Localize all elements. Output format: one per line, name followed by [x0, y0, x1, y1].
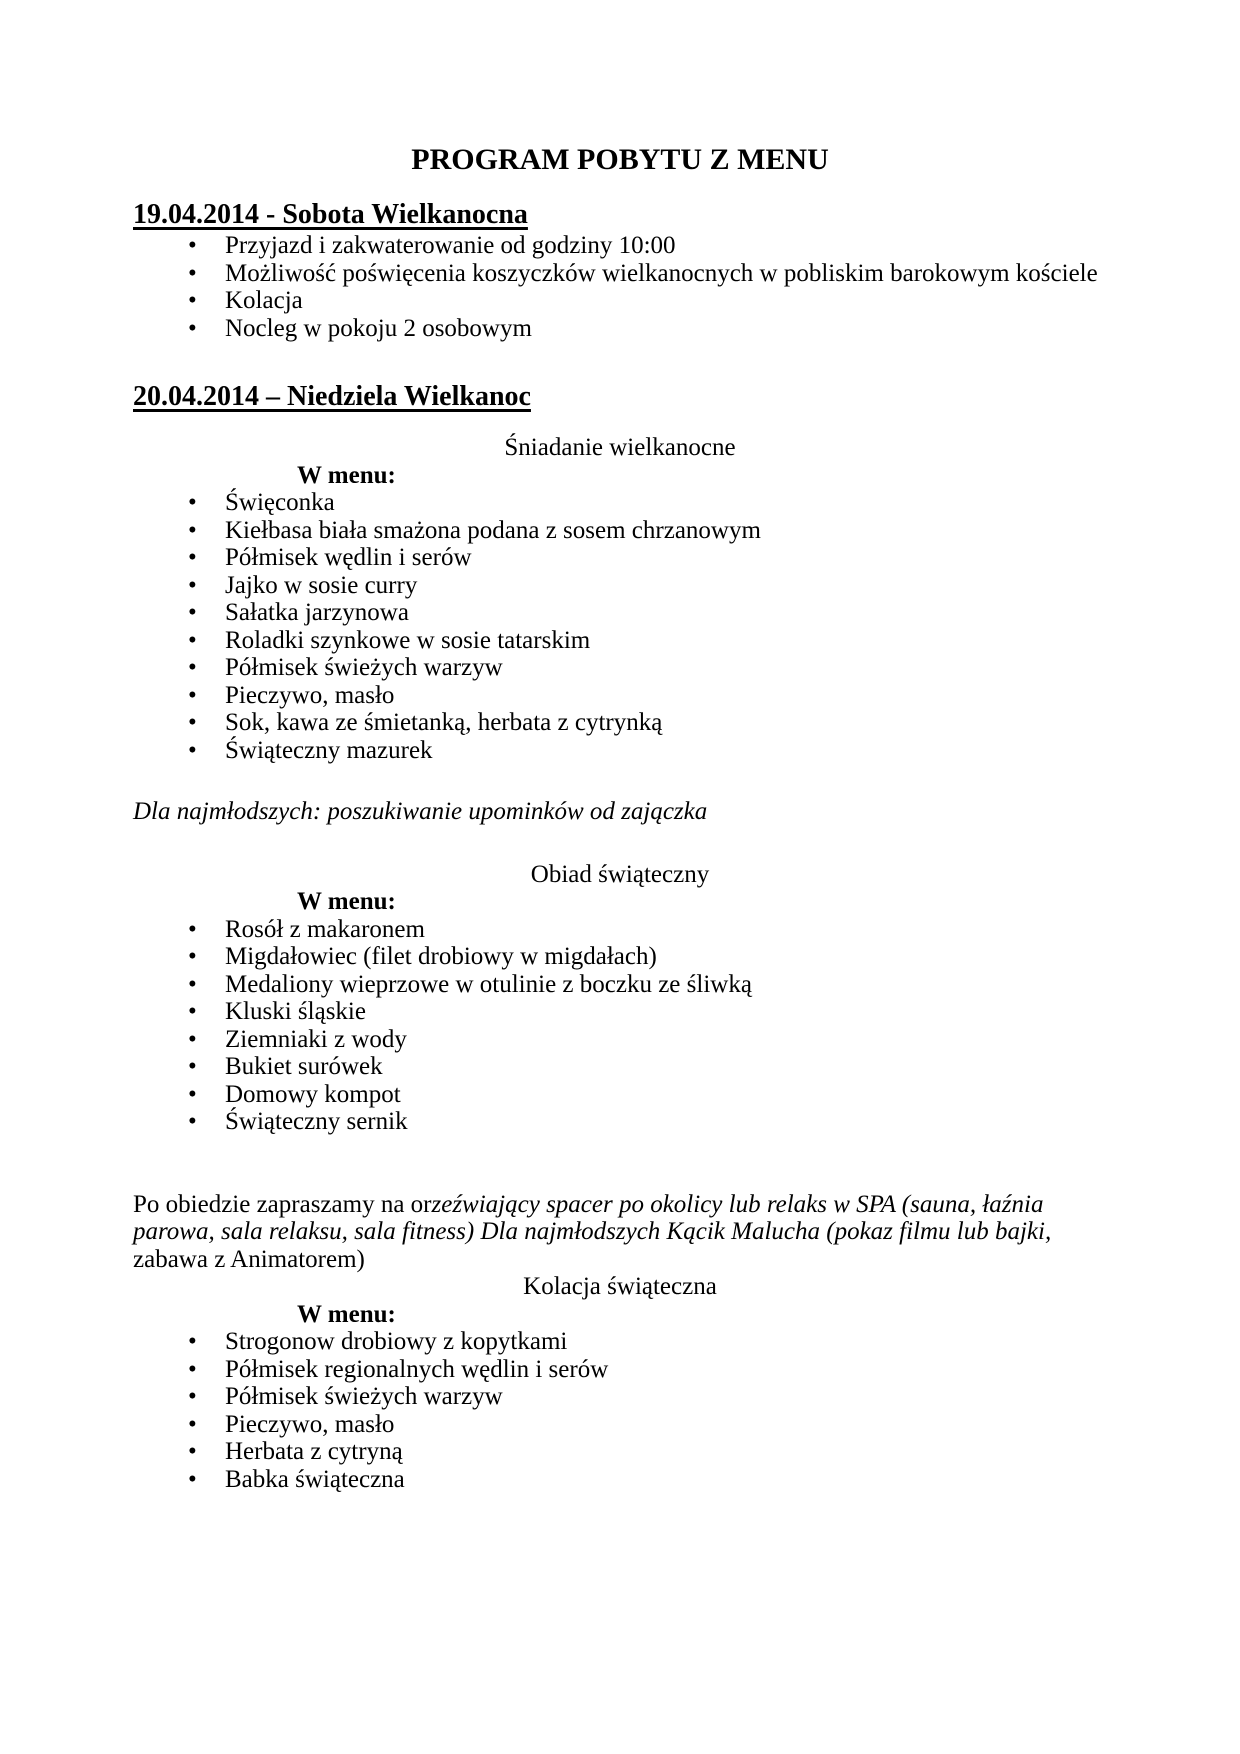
day2-heading: 20.04.2014 – Niedziela Wielkanoc	[133, 381, 531, 412]
afternoon-note-end: zabawa z Animatorem)	[133, 1245, 365, 1273]
list-item: • Nocleg w pokoju 2 osobowym	[133, 315, 1107, 343]
list-item: • Święconka	[133, 489, 1107, 517]
afternoon-note-start: Po obiedzie zapraszamy na or	[133, 1190, 432, 1218]
breakfast-title: Śniadanie wielkanocne	[504, 434, 736, 461]
list-item: • Kiełbasa biała smażona podana z sosem chrzanowym	[133, 517, 1107, 545]
list-item: • Roladki szynkowe w sosie tatarskim	[133, 627, 1107, 655]
list-item: • Pieczywo, masło	[133, 1411, 1107, 1439]
list-item: • Kolacja	[133, 287, 1107, 315]
list-item: • Świąteczny sernik	[133, 1108, 1107, 1136]
list-item: • Świąteczny mazurek	[133, 737, 1107, 765]
afternoon-note	[133, 1191, 1107, 1274]
list-item: • Domowy kompot	[133, 1081, 1107, 1109]
list-item: • Sałatka jarzynowa	[133, 599, 1107, 627]
day1-list	[133, 232, 1107, 342]
list-item: • Pieczywo, masło	[133, 682, 1107, 710]
list-item: • Półmisek świeżych warzyw	[133, 1383, 1107, 1411]
list-item: • Półmisek regionalnych wędlin i serów	[133, 1356, 1107, 1384]
list-item: • Herbata z cytryną	[133, 1438, 1107, 1466]
list-item: • Sok, kawa ze śmietanką, herbata z cytrynką	[133, 709, 1107, 737]
list-item: • Strogonow drobiowy z kopytkami	[133, 1328, 1107, 1356]
supper-list	[133, 1328, 1107, 1493]
dinner-menu-label: W menu:	[297, 888, 396, 915]
supper-menu-label: W menu:	[297, 1300, 396, 1328]
supper-title: Kolacja świąteczna	[523, 1273, 717, 1300]
afternoon-note-italic: zeźwiający spacer po okolicy lub relaks w SPA (sauna, łaźnia parowa, sala relaksu, sala fitness) Dla najmłodszych Kącik Malucha (pokaz filmu lub bajki,	[133, 1190, 1052, 1245]
list-item: • Przyjazd i zakwaterowanie od godziny 10:00	[133, 232, 1107, 260]
list-item: • Rosół z makaronem	[133, 916, 1107, 944]
list-item: • Medaliony wieprzowe w otulinie z boczku ze śliwką	[133, 971, 1107, 999]
list-item: • Możliwość poświęcenia koszyczków wielkanocnych w pobliskim barokowym kościele	[133, 260, 1107, 288]
list-item: • Babka świąteczna	[133, 1466, 1107, 1494]
day1-heading: 19.04.2014 - Sobota Wielkanocna	[133, 199, 528, 230]
document-title: PROGRAM POBYTU Z MENU	[411, 143, 829, 176]
breakfast-list	[133, 489, 1107, 764]
list-item: • Migdałowiec (filet drobiowy w migdałach)	[133, 943, 1107, 971]
list-item: • Kluski śląskie	[133, 998, 1107, 1026]
dinner-list	[133, 916, 1107, 1136]
list-item: • Ziemniaki z wody	[133, 1026, 1107, 1054]
kids-note: Dla najmłodszych: poszukiwanie upominków od zajączka	[133, 798, 708, 825]
list-item: • Półmisek świeżych warzyw	[133, 654, 1107, 682]
breakfast-menu-label: W menu:	[297, 461, 396, 489]
list-item: • Bukiet surówek	[133, 1053, 1107, 1081]
dinner-title: Obiad świąteczny	[530, 860, 710, 888]
list-item: • Jajko w sosie curry	[133, 572, 1107, 600]
list-item: • Półmisek wędlin i serów	[133, 544, 1107, 572]
